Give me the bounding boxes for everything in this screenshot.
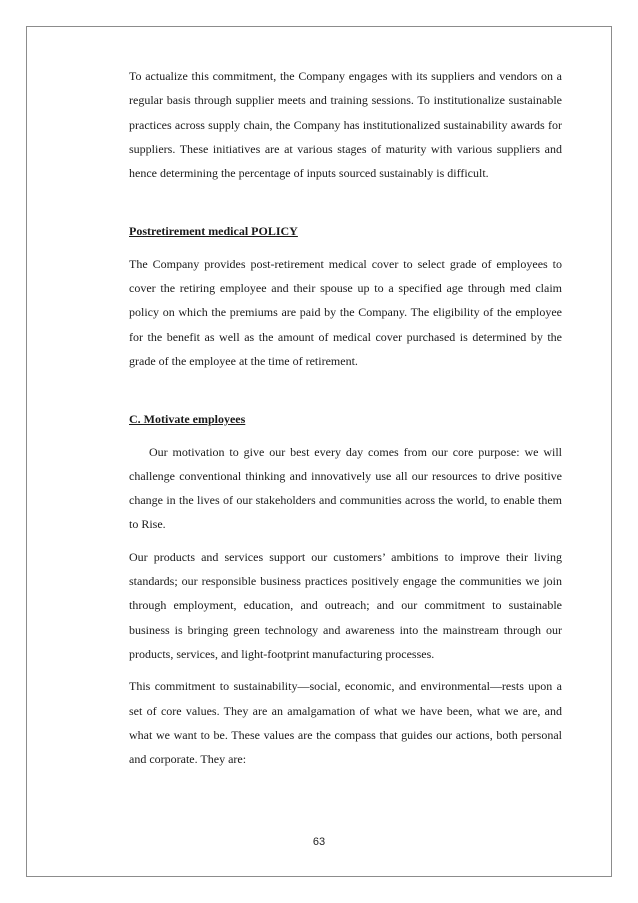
heading-motivate-employees: C. Motivate employees (129, 412, 246, 427)
document-body (129, 64, 562, 771)
paragraph-core-purpose: Our motivation to give our best every day comes from our core purpose: we will challenge conventional thinking and innovatively use all our resources to drive positive change in the lives of our stakeholders and communities across the world, to enable them to Rise. (129, 444, 562, 532)
heading-postretirement-medical-policy: Postretirement medical POLICY (129, 224, 298, 239)
page-number: 63 (312, 836, 326, 848)
paragraph-medical-cover: The Company provides post-retirement medical cover to select grade of employees to cover the retiring employee and their spouse up to a specified age through med claim policy on which the premiums are paid by the Company. The eligibility of the employee for the benefit as well as the amount of medical cover purchased is determined by the grade of the employee at the time of retirement. (129, 256, 562, 368)
paragraph-supplier-engagement: To actualize this commitment, the Company engages with its suppliers and vendors on a regular basis through supplier meets and training sessions. To institutionalize sustainable practices across supply chain, the Company has institutionalized sustainability awards for suppliers. These initiatives are at various stages of maturity with various suppliers and hence determining the percentage of inputs sourced sustainably is difficult. (129, 69, 562, 181)
paragraph-products-services: Our products and services support our customers’ ambitions to improve their living standards; our responsible business practices positively engage the communities we join through employment, education, and outreach; and our commitment to sustainable business is bringing green technology and awareness into the mainstream through our products, services, and light-footprint manufacturing processes. (129, 549, 562, 661)
paragraph-core-values: This commitment to sustainability—social, economic, and environmental—rests upon a set of core values. They are an amalgamation of what we have been, what we are, and what we want to be. These values are the compass that guides our actions, both personal and corporate. They are: (129, 679, 562, 767)
